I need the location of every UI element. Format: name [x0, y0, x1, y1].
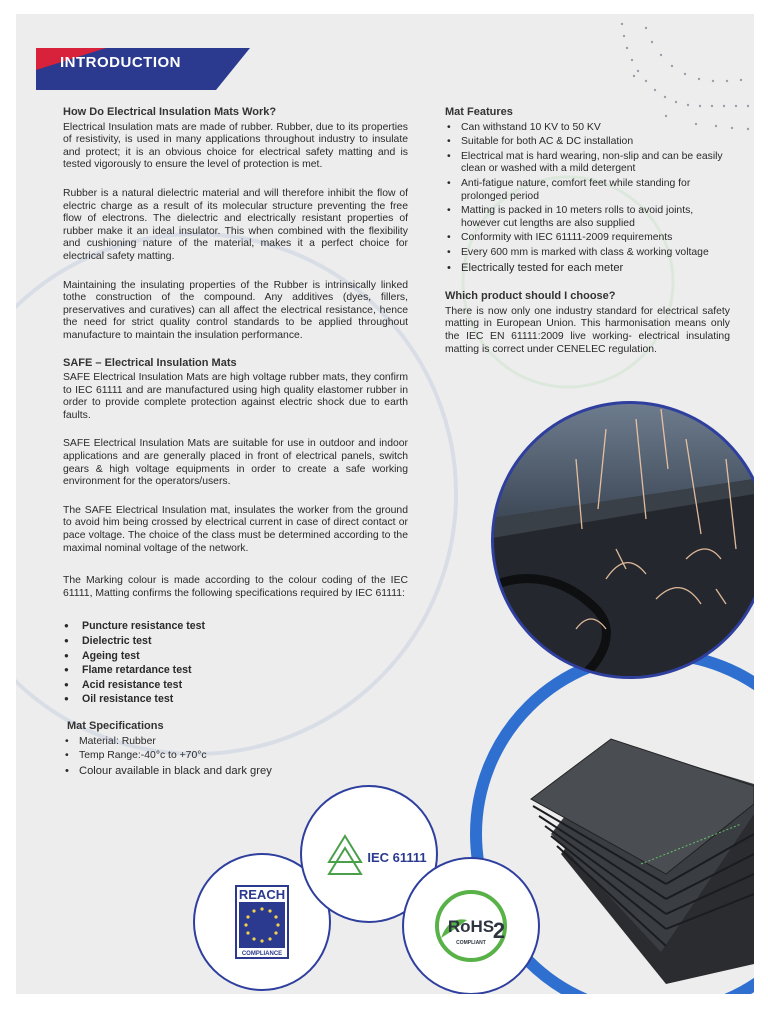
list-item: • Every 600 mm is marked with class & working voltage	[445, 247, 730, 260]
list-item: • Anti-fatigue nature, comfort feet while standing for prolonged period	[445, 178, 730, 203]
rohs-logo	[401, 856, 541, 994]
rohs-title: RoHS	[447, 917, 495, 936]
choose-paragraph: There is now only one industry standard for electrical safety matting in European Union. This harmonisation means only the IEC EN 61111:2009 live working- electrical insulating matting is correct under CENELEC regulation.	[445, 305, 730, 355]
list-item: • Matting is packed in 10 meters rolls to avoid joints, however cut lengths are also supplied	[445, 205, 730, 230]
list-item: • Colour available in black and dark grey	[63, 765, 408, 778]
safe-heading: SAFE – Electrical Insulation Mats	[63, 356, 237, 369]
safe-paragraph: SAFE Electrical Insulation Mats are high voltage rubber mats, they confirm to IEC 61111 and are manufactured using high quality elastomer rubber in order to provide complete protection against electric shock due to earth faults.	[63, 372, 408, 421]
reach-subtitle: COMPLIANCE	[241, 951, 283, 957]
how-paragraph: Electrical Insulation mats are made of rubber. Rubber, due to its properties of resistivity, is used in many applications throughout industry to insulate and protect; it is an obvious choice for electrical safety matting and is tested vigorously to ensure the level of protection is met.	[63, 121, 408, 171]
how-heading: How Do Electrical Insulation Mats Work?	[63, 106, 277, 118]
safe-paragraph: The Marking colour is made according to the colour coding of the IEC 61111, Matting confirms the following specifications required by IEC 61111:	[63, 575, 408, 599]
choose-heading: Which product should I choose?	[445, 290, 616, 303]
list-item: ● Puncture resistance test	[63, 620, 408, 633]
rohs-subtitle: COMPLIANT	[456, 940, 486, 946]
banner-title: INTRODUCTION	[60, 54, 181, 71]
feature-list	[445, 122, 730, 275]
safe-paragraph: SAFE Electrical Insulation Mats are suitable for use in outdoor and indoor applications and are generally placed in front of electrical panels, switch gears & high voltage equipments in order to create a safe working environment for the operators/users.	[63, 438, 408, 488]
reach-title: REACH	[238, 887, 286, 902]
list-item: ● Flame retardance test	[63, 664, 408, 677]
features-heading: Mat Features	[445, 106, 513, 118]
list-item: ● Acid resistance test	[63, 679, 408, 692]
list-item: • Electrical mat is hard wearing, non-slip and can be easily clean or washed with a mild detergent	[445, 151, 730, 176]
spec-list	[63, 736, 408, 778]
safe-paragraph: The SAFE Electrical Insulation mat, insulates the worker from the ground to avoid him being crossed by electrical current in case of direct contact or pace voltage. The choice of the class must be determined according to the maximal nominal voltage of the network.	[63, 504, 408, 554]
how-paragraph: Rubber is a natural dielectric material and will therefore inhibit the flow of electric charge as a result of its molecular structure preventing the free flow of electrons. The dielectric and electrically resistant properties of rubber make it an ideal insulator. This when combined with the flexibility and cushioning nature of the material, makes it a perfect choice for electrical safety matting.	[63, 187, 408, 262]
list-item: ● Dielectric test	[63, 635, 408, 648]
brochure-page	[16, 14, 754, 994]
list-item: • Temp Range:-40°c to +70°c	[63, 750, 408, 763]
test-list	[63, 620, 408, 706]
list-item: • Conformity with IEC 61111-2009 requirements	[445, 232, 730, 245]
list-item: • Material: Rubber	[63, 736, 408, 749]
list-item: • Suitable for both AC & DC installation	[445, 136, 730, 149]
list-item: • Electrically tested for each meter	[445, 262, 730, 275]
how-paragraph: Maintaining the insulating properties of the Rubber is intrinsically linked tothe construction of the compound. Any additives (dyes, fillers, preservatives and curatives) can all affect the electrical resistance, hence the need for strict quality control standards to be applied throughout manufacture to maintain the insulation performance.	[63, 279, 408, 341]
left-column	[63, 106, 408, 779]
rohs-number: 2	[492, 918, 506, 943]
right-column	[445, 106, 730, 372]
iec-label: IEC 61111	[367, 850, 427, 865]
list-item: • Can withstand 10 KV to 50 KV	[445, 122, 730, 135]
list-item: ● Oil resistance test	[63, 693, 408, 706]
list-item: ● Ageing test	[63, 650, 408, 663]
spec-heading: Mat Specifications	[67, 719, 164, 732]
sparks-mat-photo	[486, 399, 754, 681]
stacked-mats-photo	[521, 734, 754, 994]
